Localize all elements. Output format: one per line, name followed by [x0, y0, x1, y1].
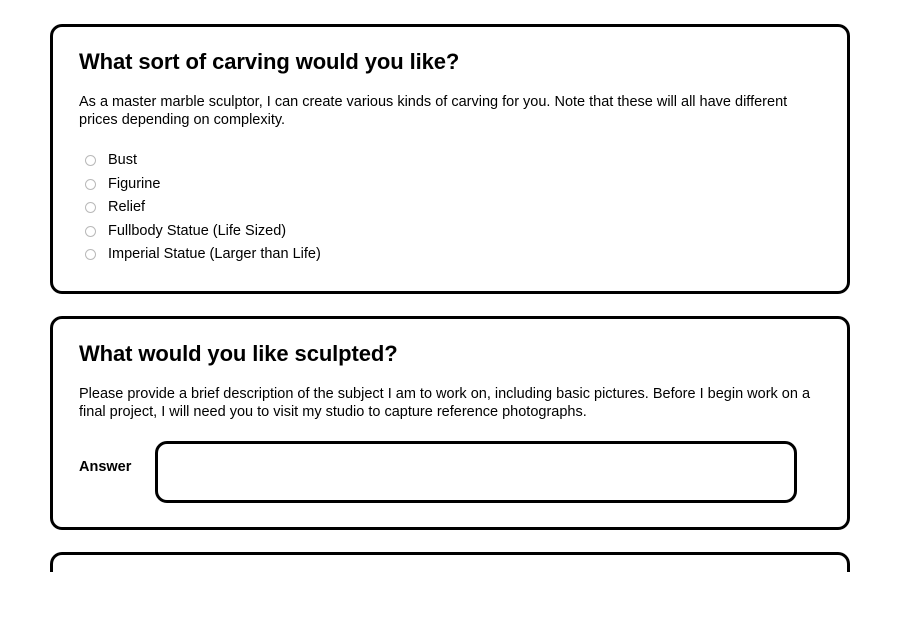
subject-description: Please provide a brief description of the subject I am to work on, including basic pictures. Before I begin work on a final project, I will need you to visit my studio to capture reference photographs.	[79, 385, 811, 420]
next-question-card-partial	[50, 552, 850, 572]
subject-title: What would you like sculpted?	[79, 340, 398, 366]
option-label: Relief	[108, 199, 146, 216]
option-relief[interactable]	[79, 196, 821, 220]
carving-type-options	[79, 149, 821, 267]
option-label: Figurine	[108, 175, 161, 192]
carving-type-description: As a master marble sculptor, I can create various kinds of carving for you. Note that these will all have different prices depending on complexity.	[79, 94, 788, 129]
radio-icon[interactable]	[85, 179, 96, 190]
radio-icon[interactable]	[85, 249, 96, 260]
answer-row	[79, 441, 821, 503]
radio-icon[interactable]	[85, 155, 96, 166]
page-title: What sort of carving would you like?	[79, 49, 460, 74]
subject-description-card	[50, 316, 850, 530]
answer-input[interactable]	[155, 441, 797, 503]
answer-label: Answer	[79, 459, 132, 475]
radio-icon[interactable]	[85, 226, 96, 237]
carving-type-card	[50, 24, 850, 294]
option-bust[interactable]	[79, 149, 821, 173]
option-fullbody-statue[interactable]	[79, 220, 821, 244]
option-label: Imperial Statue (Larger than Life)	[108, 246, 321, 263]
radio-icon[interactable]	[85, 202, 96, 213]
option-label: Bust	[108, 152, 138, 169]
option-figurine[interactable]	[79, 173, 821, 197]
option-imperial-statue[interactable]	[79, 243, 821, 267]
option-label: Fullbody Statue (Life Sized)	[108, 222, 287, 239]
